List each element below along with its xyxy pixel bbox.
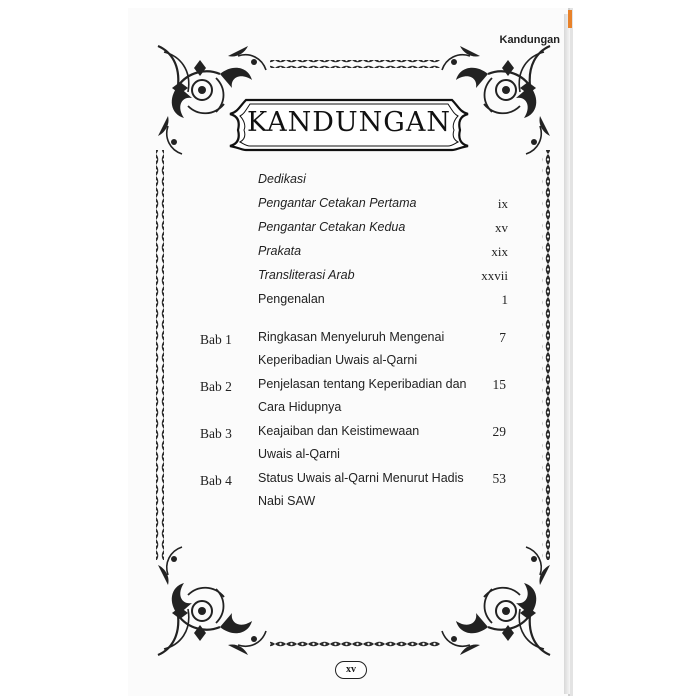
right-beaded-border (542, 150, 550, 560)
page-number-badge: xv (335, 661, 367, 679)
front-matter-list (258, 172, 508, 316)
chapter-title-line1: Ringkasan Menyeluruh Mengenai (258, 330, 445, 344)
toc-entry-pengantar-cetakan-pertama[interactable] (258, 196, 508, 220)
bottom-beaded-border (270, 640, 440, 648)
chapter-title-line2: Keperibadian Uwais al-Qarni (258, 353, 418, 367)
toc-entry-prakata[interactable] (258, 244, 508, 268)
toc-entry-label: Pengenalan (258, 292, 325, 306)
toc-entry-dedikasi[interactable] (258, 172, 508, 196)
floral-corner-ornament-bottom-right (442, 547, 550, 655)
chapter-list (200, 328, 510, 516)
chapter-title-line1: Status Uwais al-Qarni Menurut Hadis (258, 471, 464, 485)
toc-entry-page: xv (495, 220, 508, 235)
chapter-number: Bab 3 (200, 426, 232, 441)
chapter-title-line2: Uwais al-Qarni (258, 447, 340, 461)
toc-entry-page: 1 (501, 292, 508, 307)
chapter-number: Bab 2 (200, 379, 232, 394)
toc-chapter-bab-1[interactable] (200, 328, 510, 375)
top-beaded-border (270, 60, 440, 68)
toc-chapter-bab-2[interactable] (200, 375, 510, 422)
toc-entry-pengantar-cetakan-kedua[interactable] (258, 220, 508, 244)
chapter-number: Bab 1 (200, 332, 232, 347)
chapter-title-line1: Keajaiban dan Keistimewaan (258, 424, 420, 438)
chapter-number: Bab 4 (200, 473, 232, 488)
toc-chapter-bab-4[interactable] (200, 469, 510, 516)
toc-entry-page: xxvii (481, 268, 508, 283)
chapter-page: 15 (492, 377, 506, 392)
toc-entry-label: Pengantar Cetakan Kedua (258, 220, 406, 234)
toc-entry-pengenalan[interactable] (258, 292, 508, 316)
chapter-title-line2: Nabi SAW (258, 494, 316, 508)
title-cartouche (236, 98, 462, 148)
chapter-title-line1: Penjelasan tentang Keperibadian dan (258, 377, 467, 391)
chapter-page: 53 (492, 471, 506, 486)
toc-entry-page: ix (497, 196, 508, 211)
running-head: Kandungan (499, 34, 560, 46)
chapter-title-line2: Cara Hidupnya (258, 400, 342, 414)
toc-entry-transliterasi-arab[interactable] (258, 268, 508, 292)
toc-entry-label: Dedikasi (258, 172, 306, 186)
toc-entry-label: Pengantar Cetakan Pertama (258, 196, 417, 210)
toc-entry-label: Transliterasi Arab (258, 268, 355, 282)
chapter-page: 7 (499, 330, 506, 345)
toc-chapter-bab-3[interactable] (200, 422, 510, 469)
left-beaded-border (156, 150, 164, 560)
chapter-page: 29 (492, 424, 506, 439)
toc-entry-page: xix (491, 244, 508, 259)
page-title: KANDUNGAN (247, 107, 451, 138)
toc-entry-label: Prakata (258, 244, 302, 258)
floral-corner-ornament-bottom-left (158, 547, 266, 655)
